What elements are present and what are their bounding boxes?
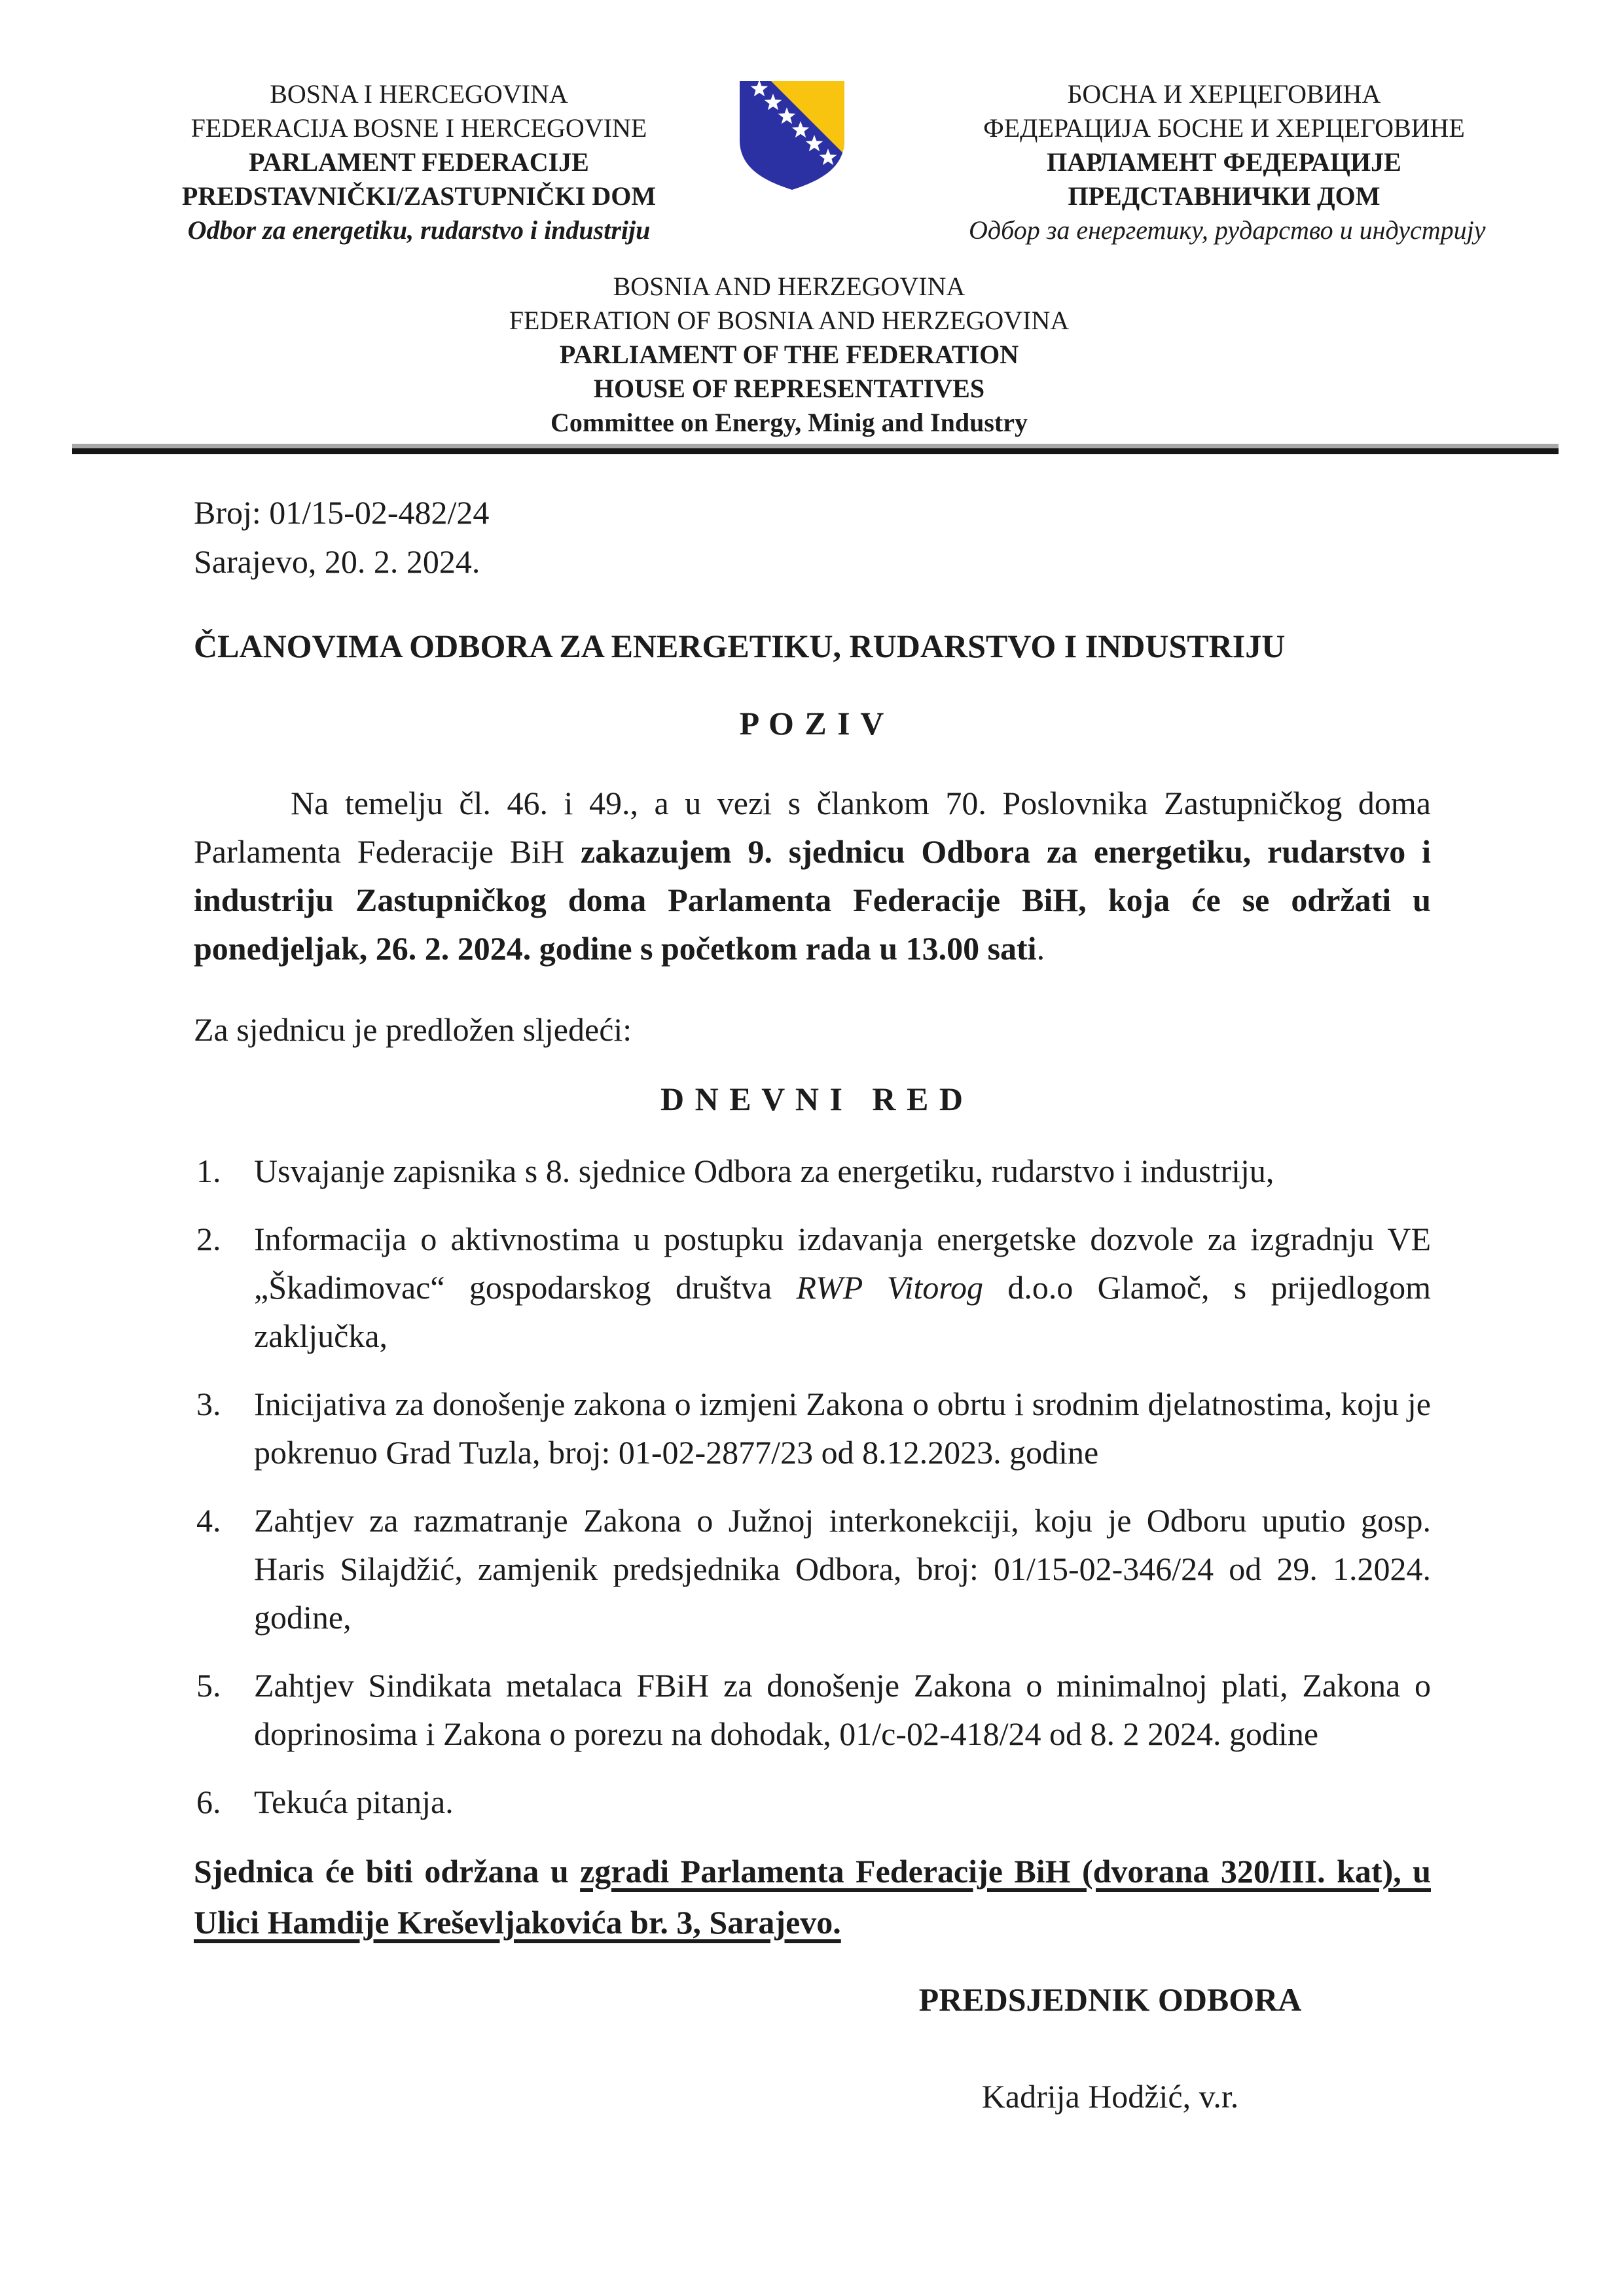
agenda-item-text: Tekuća pitanja.	[254, 1784, 454, 1820]
parliament-name-cyrillic: ПАРЛАМЕНТ ФЕДЕРАЦИЈЕ	[1047, 147, 1401, 177]
federation-name-latin: FEDERACIJA BOSNE I HERCEGOVINE	[190, 113, 647, 143]
parliament-name-latin: PARLAMENT FEDERACIJE	[249, 147, 589, 177]
committee-name-english: Committee on Energy, Minig and Industry	[550, 408, 1028, 437]
agenda-list	[194, 1147, 1431, 1826]
venue-underlined-part: zgradi Parlamenta Federacije BiH (dvorana 320/III. kat), u Ulici Hamdije Kreševljakovića br. 3, Sarajevo.	[194, 1853, 1431, 1941]
reference-number: Broj: 01/15-02-482/24	[194, 494, 490, 531]
proposal-line: Za sjednicu je predložen sljedeći:	[194, 1011, 632, 1048]
federation-name-cyrillic: ФЕДЕРАЦИЈА БОСНЕ И ХЕРЦЕГОВИНЕ	[983, 113, 1465, 143]
coat-of-arms-icon	[734, 77, 850, 193]
intro-normal-start: Na temelju čl. 46. i 49., a u vezi s člankom 70. Poslovnika Zastupničkog doma Parlamenta Federacije BiH	[194, 785, 1431, 870]
place-and-date: Sarajevo, 20. 2. 2024.	[194, 543, 480, 580]
federation-name-english: FEDERATION OF BOSNIA AND HERZEGOVINA	[509, 306, 1070, 335]
house-name-latin: PREDSTAVNIČKI/ZASTUPNIČKI DOM	[181, 181, 657, 211]
agenda-item-number: 6.	[196, 1784, 221, 1820]
agenda-item-text: Zahtjev za razmatranje Zakona o Južnoj interkonekciji, koju je Odboru uputio gosp. Haris Silajdžić, zamjenik predsjednika Odbora, broj: 01/15-02-346/24 od 29. 1.2024. godine,	[254, 1502, 1431, 1636]
agenda-item-text-pre: Informacija o aktivnostima u postupku izdavanja energetske dozvole za izgradnju VE „Škadimovac“ gospodarskog društva	[254, 1221, 1431, 1306]
addressee-line: ČLANOVIMA ODBORA ZA ENERGETIKU, RUDARSTVO I INDUSTRIJU	[194, 628, 1286, 664]
house-name-english: HOUSE OF REPRESENTATIVES	[593, 374, 985, 403]
agenda-item-number: 5.	[196, 1667, 221, 1704]
agenda-item-number: 1.	[196, 1153, 221, 1189]
letterhead-left-block	[164, 77, 674, 247]
agenda-item-text-post: d.o.o Glamoč, s prijedlogom zaključka,	[254, 1269, 1431, 1354]
agenda-item-text: Inicijativa za donošenje zakona o izmjeni Zakona o obrtu i srodnim djelatnostima, koju je pokrenuo Grad Tuzla, broj: 01-02-2877/23 od 8.12.2023. godine	[254, 1386, 1431, 1471]
agenda-item-1	[194, 1147, 1431, 1195]
committee-name-cyrillic: Одбор за енергетику, рударство и индустрију	[969, 215, 1486, 245]
signature-block	[783, 1981, 1437, 2115]
venue-paragraph	[194, 1846, 1431, 1948]
signer-name: Kadrija Hodžić, v.r.	[981, 2078, 1239, 2115]
agenda-title: D N E V N I R E D	[660, 1081, 964, 1117]
venue-plain-part: Sjednica će biti održana u	[194, 1853, 581, 1890]
agenda-item-number: 3.	[196, 1386, 221, 1422]
letterhead-divider	[72, 444, 1559, 454]
letter-title: P O Z I V	[739, 705, 886, 742]
intro-bold-part: zakazujem 9. sjednicu Odbora za energetiku, rudarstvo i industriju Zastupničkog doma Parlamenta Federacije BiH, koja će se održati u ponedjeljak, 26. 2. 2024. godine s početkom rada u 13.00 sati	[194, 833, 1431, 967]
coat-of-arms-bih	[734, 77, 850, 247]
house-name-cyrillic: ПРЕДСТАВНИЧКИ ДОМ	[1068, 181, 1380, 211]
agenda-item-5	[194, 1661, 1431, 1758]
agenda-item-6	[194, 1778, 1431, 1826]
agenda-item-company-italic: RWP Vitorog	[796, 1269, 983, 1306]
agenda-item-2	[194, 1215, 1431, 1360]
country-name-cyrillic: БОСНА И ХЕРЦЕГОВИНА	[1067, 79, 1381, 109]
letterhead	[0, 0, 1624, 247]
intro-normal-end: .	[1036, 930, 1045, 967]
divider-gray-line	[72, 444, 1559, 448]
agenda-item-3	[194, 1380, 1431, 1477]
agenda-item-number: 2.	[196, 1221, 221, 1257]
divider-black-line	[72, 448, 1559, 454]
parliament-name-english: PARLIAMENT OF THE FEDERATION	[559, 340, 1019, 369]
letterhead-english-block	[0, 270, 1601, 440]
agenda-item-text: Usvajanje zapisnika s 8. sjednice Odbora za energetiku, rudarstvo i industriju,	[254, 1153, 1274, 1189]
signer-role: PREDSJEDNIK ODBORA	[918, 1981, 1302, 2018]
country-name-english: BOSNIA AND HERZEGOVINA	[613, 272, 965, 301]
letter-body	[0, 488, 1624, 2115]
committee-name-latin: Odbor za energetiku, rudarstvo i industriju	[187, 215, 651, 245]
letterhead-right-block	[969, 77, 1486, 247]
agenda-item-text: Zahtjev Sindikata metalaca FBiH za donošenje Zakona o minimalnoj plati, Zakona o doprinosima i Zakona o porezu na dohodak, 01/c-02-418/24 od 8. 2 2024. godine	[254, 1667, 1431, 1752]
country-name-latin: BOSNA I HERCEGOVINA	[270, 79, 568, 109]
agenda-item-4	[194, 1496, 1431, 1641]
reference-block	[194, 488, 1431, 586]
agenda-item-number: 4.	[196, 1502, 221, 1539]
intro-paragraph	[194, 779, 1431, 973]
